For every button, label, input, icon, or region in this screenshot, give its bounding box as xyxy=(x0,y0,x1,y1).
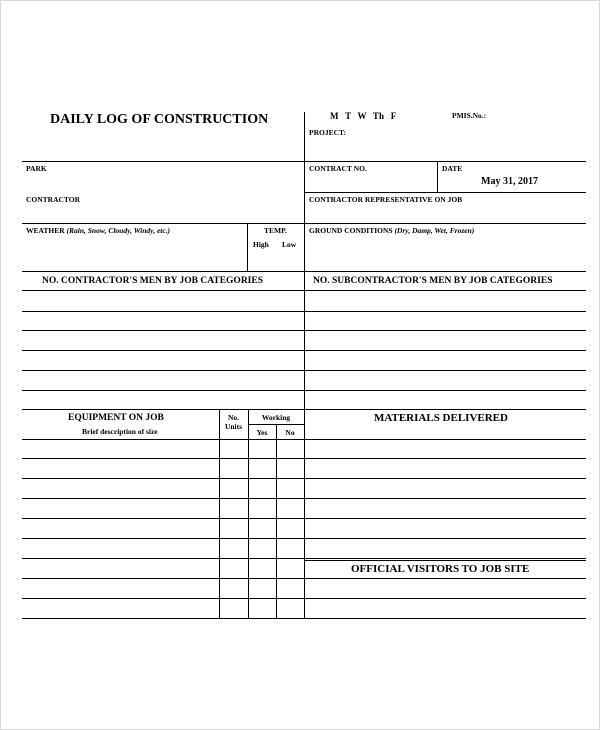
weather-hint: (Rain, Snow, Cloudy, Windy, etc.) xyxy=(66,226,171,235)
rule xyxy=(219,409,220,619)
rule xyxy=(304,192,586,193)
visitors-heading: OFFICIAL VISITORS TO JOB SITE xyxy=(351,563,530,575)
form-title: DAILY LOG OF CONSTRUCTION xyxy=(50,112,269,127)
park-label: PARK xyxy=(26,164,47,173)
rule xyxy=(22,161,586,162)
date-value[interactable]: May 31, 2017 xyxy=(481,176,538,187)
no-label: No xyxy=(285,428,295,437)
rule xyxy=(22,370,586,371)
rule xyxy=(22,598,586,599)
rule xyxy=(22,478,586,479)
rule xyxy=(247,223,248,271)
rule xyxy=(22,350,586,351)
rule xyxy=(22,439,586,440)
rule xyxy=(248,409,249,619)
working-label: Working xyxy=(261,413,291,422)
high-label: High xyxy=(253,240,269,249)
ground-label: GROUND CONDITIONS (Dry, Damp, Wet, Frozen) xyxy=(309,226,475,235)
center-divider xyxy=(304,112,305,619)
subcontractor-men-heading: NO. SUBCONTRACTOR'S MEN BY JOB CATEGORIES xyxy=(313,276,553,286)
contract-no-label: CONTRACT NO. xyxy=(309,164,367,173)
weather-label: WEATHER (Rain, Snow, Cloudy, Windy, etc.) xyxy=(26,226,171,235)
date-label: DATE xyxy=(442,164,463,173)
rule xyxy=(22,558,586,559)
contractor-rep-label: CONTRACTOR REPRESENTATIVE ON JOB xyxy=(309,195,463,204)
contractor-label: CONTRACTOR xyxy=(26,195,81,204)
weekday-selector[interactable]: M T W Th F xyxy=(330,111,397,121)
rule xyxy=(22,290,586,291)
ground-hint: (Dry, Damp, Wet, Frozen) xyxy=(394,226,475,235)
rule xyxy=(437,161,438,192)
yes-label: Yes xyxy=(256,428,268,437)
rule xyxy=(22,498,586,499)
temp-label: TEMP. xyxy=(264,226,287,235)
low-label: Low xyxy=(282,240,297,249)
materials-heading: MATERIALS DELIVERED xyxy=(374,412,508,424)
rule xyxy=(22,223,586,224)
pmis-label: PMIS.No.: xyxy=(452,111,487,120)
equipment-subheading: Brief description of size xyxy=(82,427,158,436)
contractor-men-heading: NO. CONTRACTOR'S MEN BY JOB CATEGORIES xyxy=(42,276,263,286)
rule xyxy=(22,578,586,579)
rule xyxy=(22,330,586,331)
rule xyxy=(22,618,586,619)
rule xyxy=(22,538,586,539)
no-units-label-2: Units xyxy=(224,422,243,431)
rule xyxy=(22,458,586,459)
rule xyxy=(22,271,586,272)
equipment-heading: EQUIPMENT ON JOB xyxy=(68,413,164,423)
rule xyxy=(22,518,586,519)
project-label: PROJECT: xyxy=(309,128,346,137)
rule xyxy=(276,424,277,619)
rule xyxy=(304,560,586,561)
rule xyxy=(22,409,586,410)
rule xyxy=(22,311,586,312)
rule xyxy=(22,390,586,391)
no-units-label-1: No. xyxy=(227,413,240,422)
